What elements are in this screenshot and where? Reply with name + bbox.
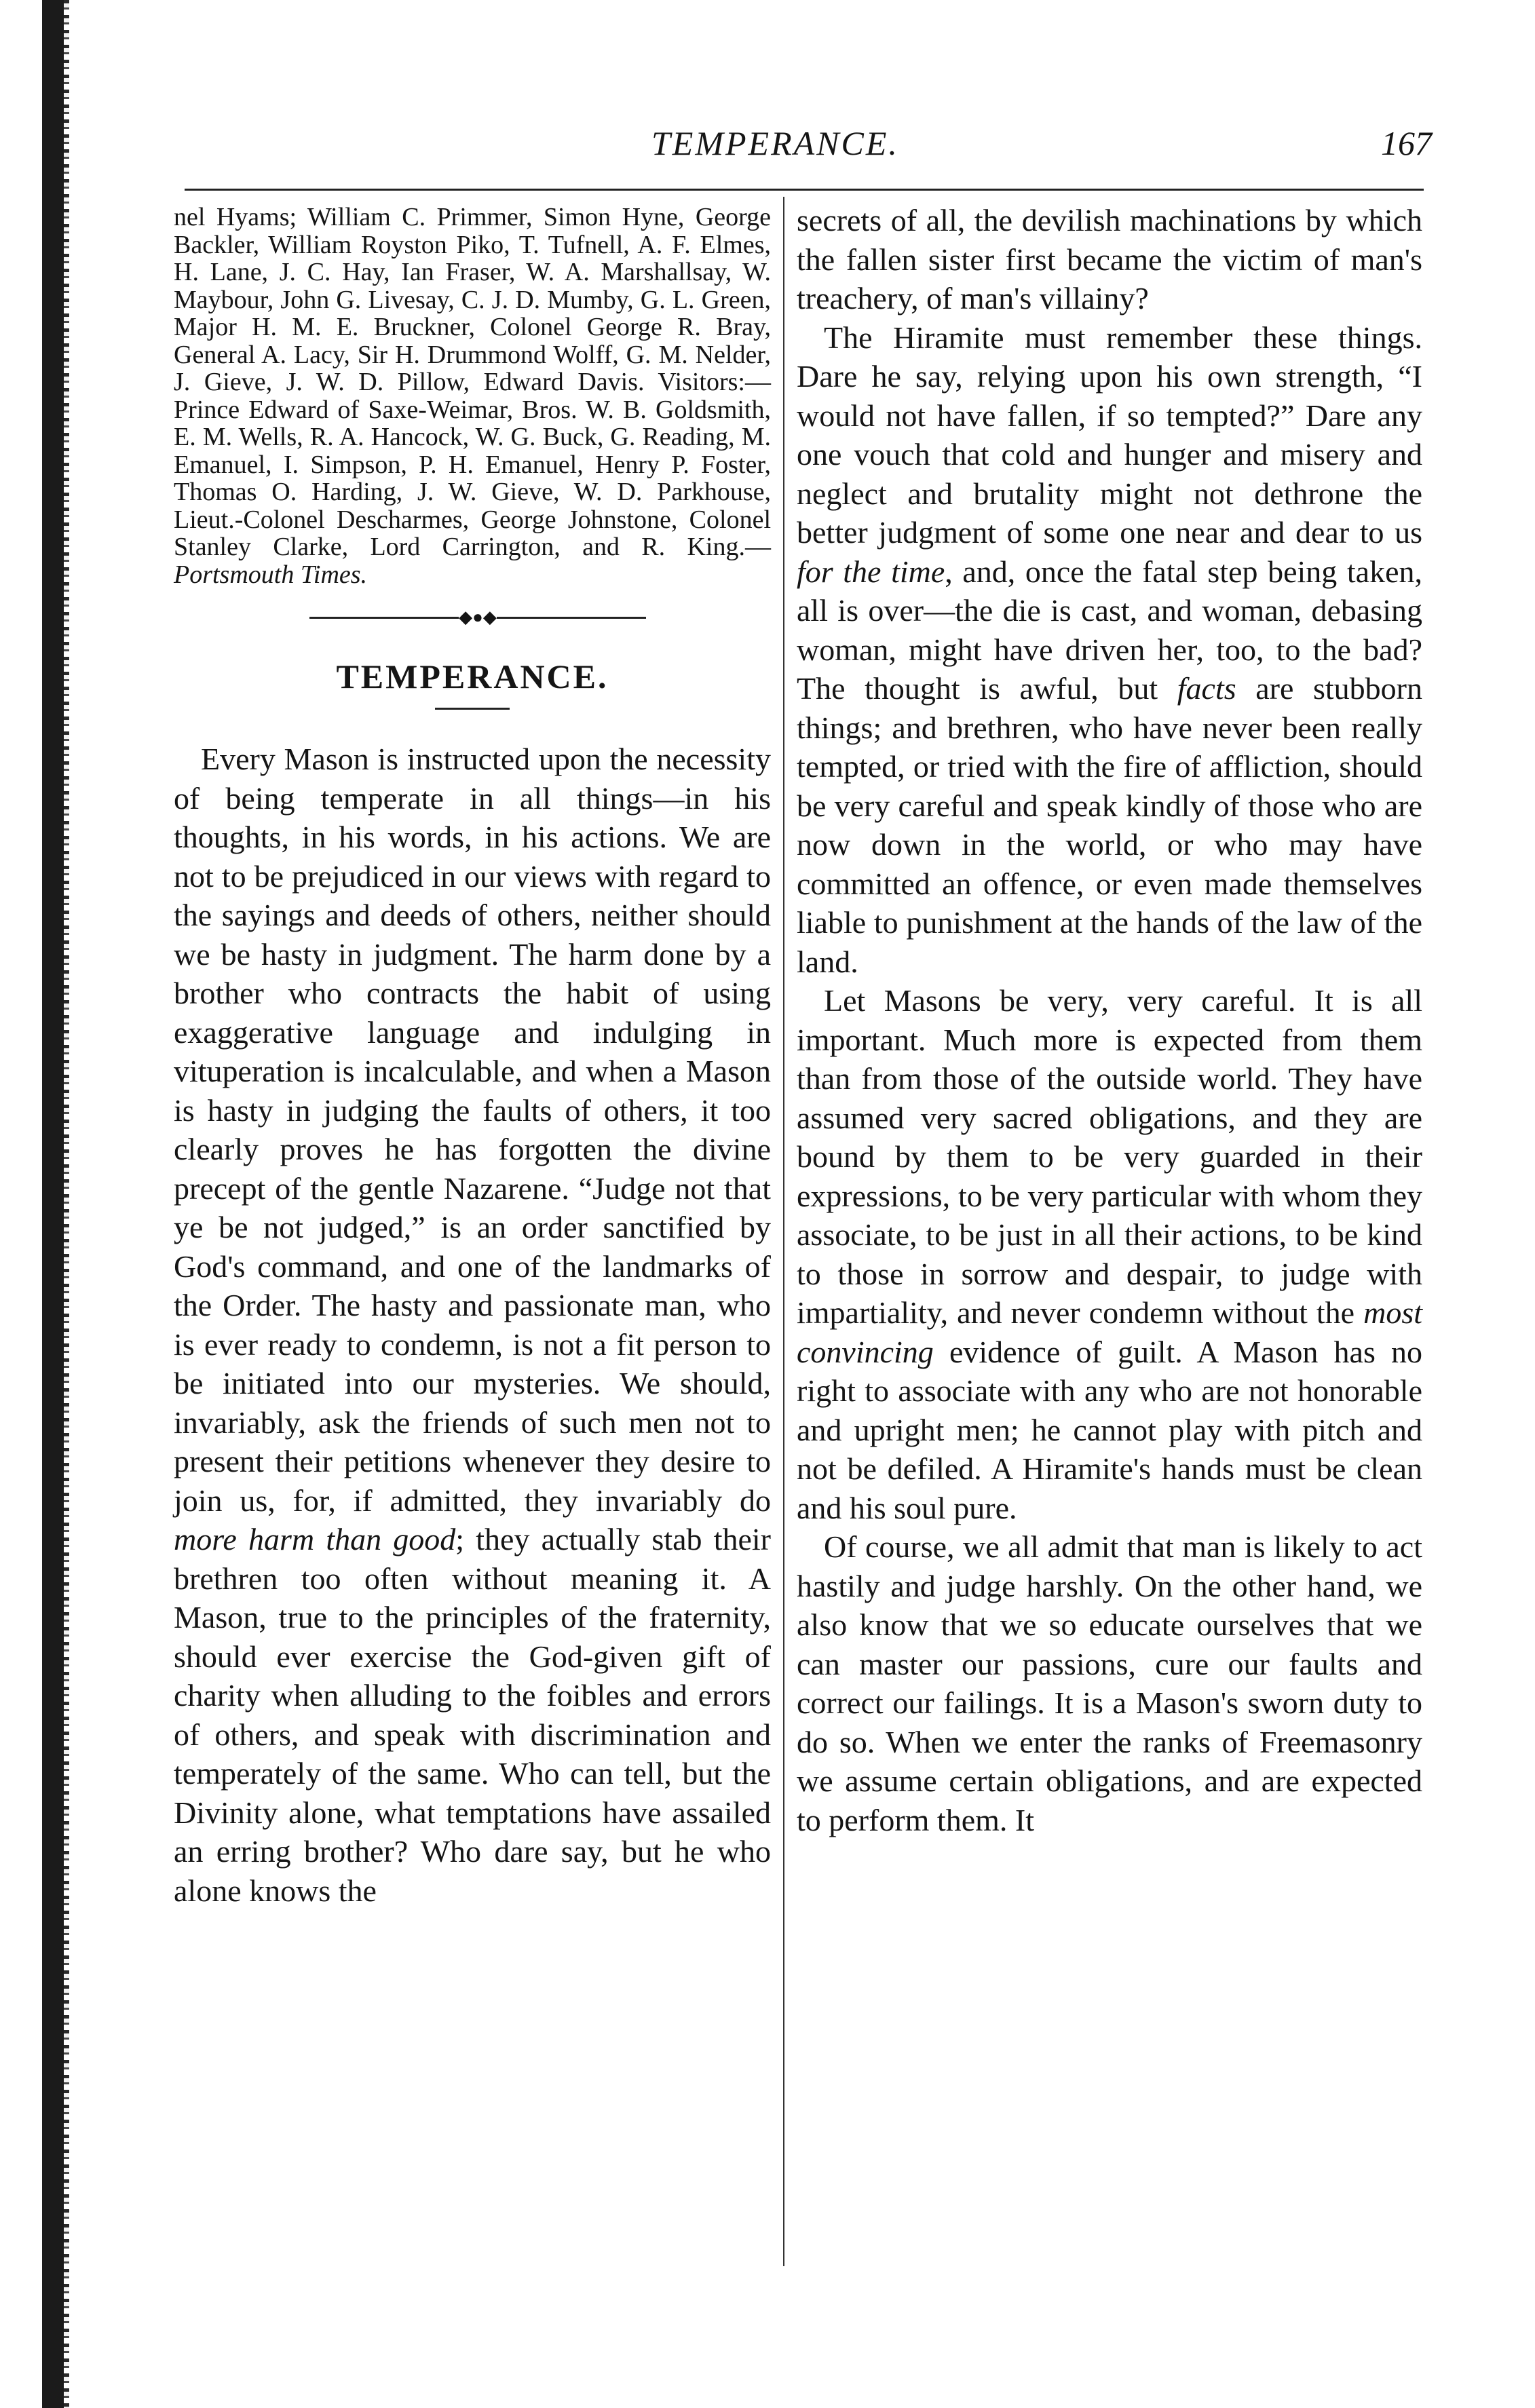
title-rule (435, 708, 510, 710)
emphasis-text: more harm than good (174, 1522, 456, 1556)
news-source: Portsmouth Times. (174, 560, 368, 589)
section-title: TEMPERANCE. (336, 657, 609, 695)
ornament-glyph: ◆●◆ (459, 607, 497, 627)
emphasis-text: facts (1177, 671, 1236, 706)
binding-stitching (64, 0, 69, 2408)
news-item-attendees (174, 204, 771, 588)
paragraph-text: , and, once the fatal step being taken, all is over—the die is cast, and woman, debasing woman, might have driven her, too, to the bad? The thought is awful, but (797, 554, 1422, 706)
paragraph-text: Let Masons be very, very careful. It is all important. Much more is expected from them than from those of the outside world. They have assumed very sacred obligations, and they are bound by them to be very guarded in their expressions, to be very particular with whom they associate, to be just in all their actions, to be kind to those in sorrow and despair, to judge with impartiality, and never condemn without the (797, 983, 1422, 1330)
column-rule (783, 197, 784, 2266)
paragraph: Of course, we all admit that man is likely to act hastily and judge harshly. On the other hand, we also know that we so educate ourselves that we can master our passions, cure our faults and correct our failings. It is a Mason's sworn duty to do so. When we enter the ranks of Freemasonry we assume certain obligations, and are expected to perform them. It (797, 1529, 1422, 1837)
emphasis-text: for the time (797, 554, 945, 589)
page-header (163, 123, 1432, 178)
attendee-list: nel Hyams; William C. Primmer, Simon Hyne, George Backler, William Royston Piko, T. Tufnell, A. F. Elmes, H. Lane, J. C. Hay, Ian Fraser, W. A. Marshallsay, W. Maybour, John G. Livesay, C. J. D. Mumby, G. L. Green, Major H. M. E. Bruckner, Colonel George R. Bray, General A. Lacy, Sir H. Drummond Wolff, G. M. Nelder, J. Gieve, J. W. D. Pillow, Edward Davis. Visitors:—Prince Edward of Saxe-Weimar, Bros. W. B. Goldsmith, E. M. Wells, R. A. Hancock, W. G. Buck, G. Reading, M. Emanuel, I. Simpson, P. H. Emanuel, Henry P. Foster, Thomas O. Harding, J. W. Gieve, W. D. Parkhouse, Lieut.-Colonel Descharmes, George Johnstone, Colonel Stanley Clarke, Lord Carrington, and R. King.— (174, 203, 771, 561)
paragraph-text: are stubborn things; and brethren, who have never been really tempted, or tried with the fire of affliction, should be very careful and speak kindly of those who are now down in the world, or who may have committed an offence, or even made themselves liable to punishment at the hands of the law of the land. (797, 671, 1423, 979)
right-column (797, 201, 1422, 1839)
paragraph (797, 981, 1422, 1527)
page-number: 167 (1381, 124, 1432, 162)
ornament-rule (174, 606, 771, 629)
paragraph (797, 318, 1422, 982)
left-column (174, 204, 771, 1910)
ornament-line-right (497, 617, 646, 619)
paragraph-text: ; they actually stab their brethren too often without meaning it. A Mason, true to the principles of the fraternity, should ever exercise the God-given gift of charity when alluding to the foibles and errors of others, and speak with discrimination and temperately of the same. Who can tell, but the Divinity alone, what temptations have assailed an erring brother? Who dare say, but he who alone knows the (174, 1522, 772, 1908)
paragraph-continued: secrets of all, the devilish machinations by which the fallen sister first became the victim of man's treachery, of man's villainy? (797, 203, 1422, 316)
ornament-line-left (309, 617, 459, 619)
paragraph-text: The Hiramite must remember these things. Dare he say, relying upon his own strength, “I would not have fallen, if so tempted?” Dare any one vouch that cold and hunger and misery and neglect and brutality might not dethrone the better judgment of some one near and dear to us (797, 320, 1422, 550)
running-title: TEMPERANCE. (651, 124, 899, 162)
header-rule (185, 189, 1424, 191)
paragraph-text: evidence of guilt. A Mason has no right to associate with any who are not honorable and upright men; he cannot play with pitch and not be defiled. A Hiramite's hands must be clean and his soul pure. (797, 1334, 1422, 1525)
book-binding-edge (42, 0, 64, 2408)
paragraph (174, 740, 771, 1910)
paragraph-text: Every Mason is instructed upon the necessity of being temperate in all things—in his thoughts, in his words, in his actions. We are not to be prejudiced in our views with regard to the sayings and deeds of others, neither should we be hasty in judgment. The harm done by a brother who contracts the habit of using exaggerative language and indulging in vituperation is incalculable, and when a Mason is hasty in judging the faults of others, it too clearly proves he has forgotten the divine precept of the gentle Nazarene. “Judge not that ye be not judged,” is an order sanctified by God's command, and one of the landmarks of the Order. The hasty and passionate man, who is ever ready to condemn, is not a fit person to be initiated into our mysteries. We should, invariably, ask the friends of such men not to present their petitions whenever they desire to join us, for, if admitted, they invariably do (174, 742, 771, 1518)
emphasis-text: most convincing (797, 1295, 1422, 1369)
